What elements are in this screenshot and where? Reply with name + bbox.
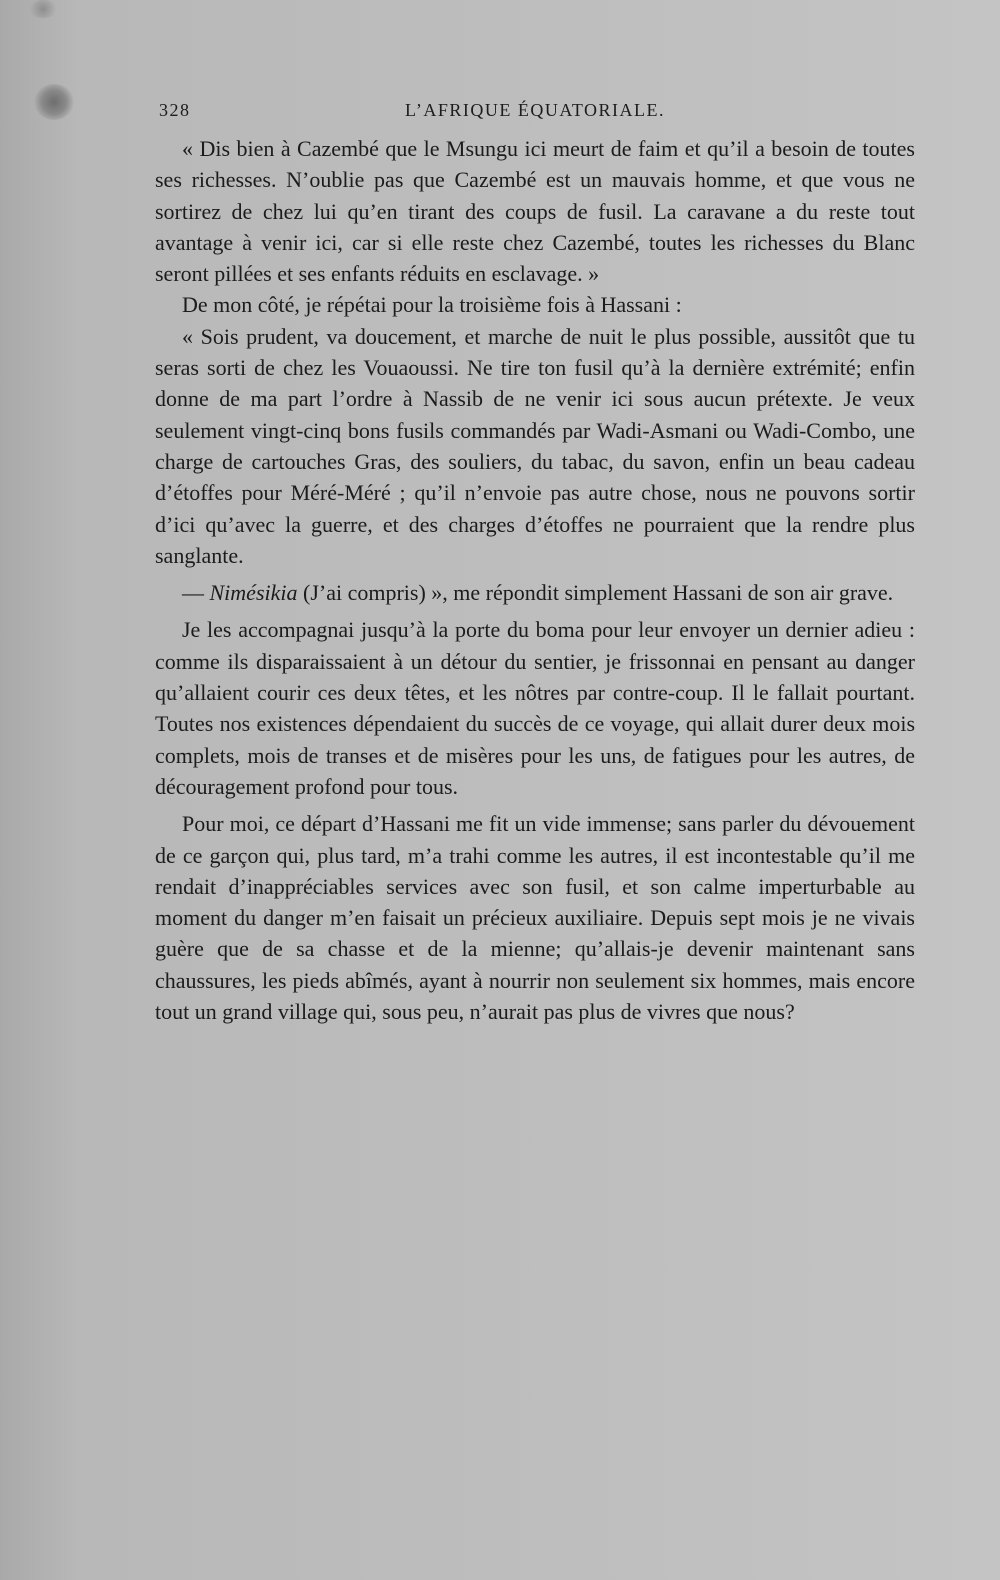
reply-paragraph bbox=[155, 577, 915, 608]
ink-blot bbox=[34, 84, 74, 120]
paragraph: Je les accompagnai jusqu’à la porte du boma pour leur envoyer un dernier adieu : comme ils disparaissaient à un détour du sentier, je frissonnai en pensant au danger qu’allaient courir ces deux têtes, et les nôtres par contre-coup. Il le fallait pourtant. Toutes nos existences dépendaient du succès de ce voyage, qui allait durer deux mois complets, mois de transes et de misères pour les uns, de fatigues pour les autres, de découragement profond pour tous. bbox=[155, 617, 915, 799]
paragraph: « Dis bien à Cazembé que le Msungu ici meurt de faim et qu’il a besoin de toutes ses richesses. N’oublie pas que Cazembé est un mauvais homme, et que vous ne sortirez de chez lui qu’en tirant des coups de fusil. La caravane a du reste tout avantage à venir ici, car si elle reste chez Cazembé, toutes les richesses du Blanc seront pillées et ses enfants réduits en esclavage. » bbox=[155, 136, 915, 287]
page-number: 328 bbox=[159, 100, 191, 120]
body-text bbox=[155, 133, 915, 1027]
page-header bbox=[155, 100, 915, 128]
reply-word: Nimésikia bbox=[209, 580, 298, 606]
paragraph: Pour moi, ce départ d’Hassani me fit un vide immense; sans parler du dévouement de ce garçon qui, plus tard, m’a trahi comme les autres, il est incontestable qu’il me rendait d’inappréciables services avec son fusil, et son calme imperturbable au moment du danger m’en faisait un précieux auxiliaire. Depuis sept mois je ne vivais guère que de sa chasse et de la mienne; qu’allais-je devenir maintenant sans chaussures, les pieds abîmés, ayant à nourrir non seulement six hommes, mais encore tout un grand village qui, sous peu, n’aurait pas plus de vivres que nous? bbox=[155, 811, 915, 1025]
reply-text: (J’ai compris) », me répondit simplement Hassani de son air grave. bbox=[297, 580, 894, 606]
paragraph: De mon côté, je répétai pour la troisième fois à Hassani : bbox=[182, 292, 682, 318]
running-title: L’AFRIQUE ÉQUATORIALE. bbox=[405, 100, 665, 120]
reply-dash: — bbox=[182, 580, 210, 606]
paper-stain bbox=[28, 0, 58, 18]
paragraph: « Sois prudent, va doucement, et marche de nuit le plus possible, aussitôt que tu seras sorti de chez les Vouaoussi. Ne tire ton fusil qu’à la dernière extrémité; enfin donne de ma part l’ordre à Nassib de ne venir ici sous aucun prétexte. Je veux seulement vingt-cinq bons fusils commandés par Wadi-Asmani ou Wadi-Combo, une charge de cartouches Gras, des souliers, du tabac, du savon, enfin un beau cadeau d’étoffes pour Méré-Méré ; qu’il n’envoie pas autre chose, nous ne pouvons sortir d’ici qu’avec la guerre, et des charges d’étoffes ne pourraient que la rendre plus sanglante. bbox=[155, 323, 915, 568]
